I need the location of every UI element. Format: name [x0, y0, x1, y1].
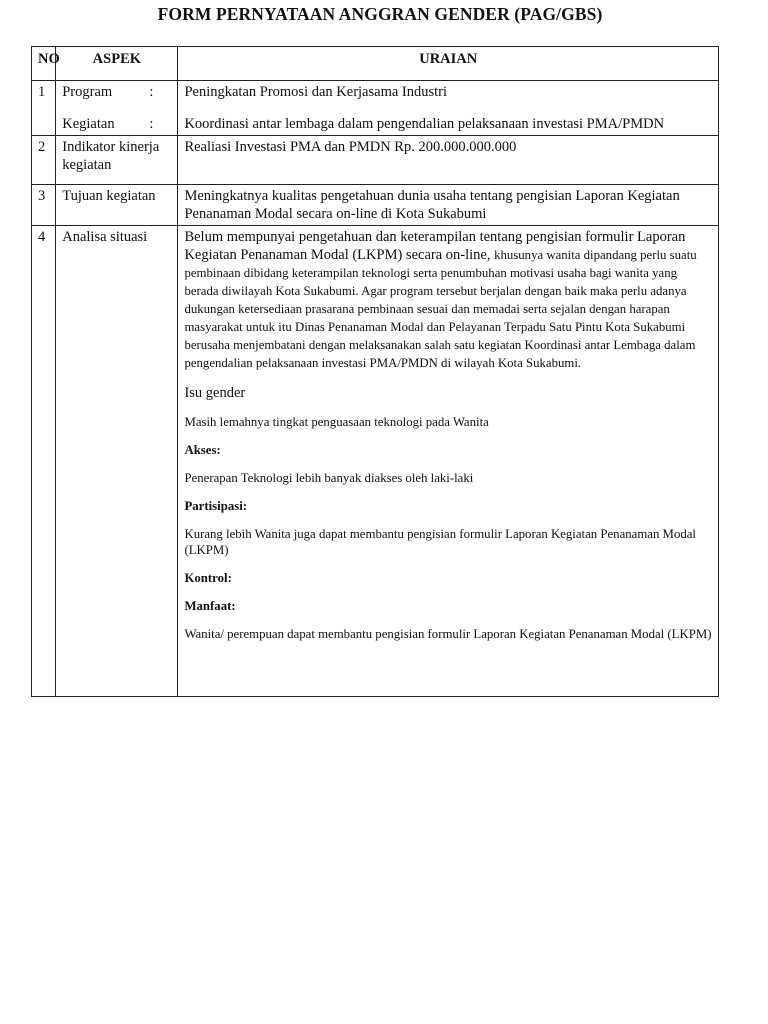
uraian-cell: Realiasi Investasi PMA dan PMDN Rp. 200.000.000.000 — [178, 136, 719, 185]
kontrol-label: Kontrol: — [184, 571, 232, 585]
aspek-program-label: Program — [62, 84, 113, 100]
spacer — [184, 614, 712, 626]
spacer — [184, 586, 712, 598]
spacer — [184, 458, 712, 470]
situation-intro: Belum mempunyai pengetahuan dan keterampilan tentang pengisian formulir Laporan Kegiatan Penanaman Modal (LKPM) secara on-line, — [184, 229, 686, 263]
spacer — [184, 402, 712, 414]
spacer — [184, 101, 712, 115]
header-aspek: ASPEK — [56, 47, 178, 81]
spacer — [184, 514, 712, 526]
kegiatan-value: Koordinasi antar lembaga dalam pengendalian pelaksanaan investasi PMA/PMDN — [184, 116, 665, 132]
table-header-row — [32, 47, 719, 81]
row-number: 3 — [32, 185, 56, 226]
uraian-cell — [178, 81, 719, 136]
manfaat-text: Wanita/ perempuan dapat membantu pengisian formulir Laporan Kegiatan Penanaman Modal (LKPM) — [184, 627, 712, 641]
aspek-kegiatan-line — [62, 115, 171, 133]
isu-gender-text: Masih lemahnya tingkat penguasaan teknologi pada Wanita — [184, 415, 489, 429]
akses-label: Akses: — [184, 443, 221, 457]
isu-gender-label: Isu gender — [184, 385, 246, 401]
situation-detail: khusunya wanita dipandang perlu suatu pembinaan dibidang keterampilan teknologi serta penumbuhan motivasi usaha bagi wanita yang berada diwilayah Kota Sukabumi. Agar program tersebut berjalan dengan baik maka perlu adanya dukungan ketersediaan prasarana pembinaan sesuai dan memadai serta sejalan dengan harapan masyarakat untuk itu Dinas Penanaman Modal dan Pelayanan Terpadu Satu Pintu Kota Sukabumi berusaha menjembatani dengan melaksanakan salah satu kegiatan Koordinasi antar Lembaga dalam pengendalian pelaksanaan investasi PMA/PMDN di wilayah Kota Sukabumi. — [184, 248, 697, 370]
aspek-kegiatan-label: Kegiatan — [62, 116, 115, 132]
akses-text: Penerapan Teknologi lebih banyak diakses oleh laki-laki — [184, 471, 474, 485]
spacer — [184, 558, 712, 570]
gender-budget-form-table — [31, 46, 719, 697]
uraian-cell: Meningkatnya kualitas pengetahuan dunia usaha tentang pengisian Laporan Kegiatan Penanaman Modal secara on-line di Kota Sukabumi — [178, 185, 719, 226]
colon-separator: : — [149, 84, 154, 100]
table-row — [32, 136, 719, 185]
aspek-cell: Tujuan kegiatan — [56, 185, 178, 226]
spacer — [62, 101, 171, 115]
situation-analysis-text — [184, 228, 712, 372]
program-value: Peningkatan Promosi dan Kerjasama Industri — [184, 84, 448, 100]
colon-separator: : — [149, 116, 154, 132]
aspek-program-line — [62, 83, 171, 101]
table-row — [32, 185, 719, 226]
spacer — [184, 372, 712, 384]
row-number: 4 — [32, 226, 56, 697]
table-row — [32, 81, 719, 136]
form-title: FORM PERNYATAAN ANGGRAN GENDER (PAG/GBS) — [157, 4, 603, 24]
table-row — [32, 226, 719, 697]
uraian-cell — [178, 226, 719, 697]
row-number: 2 — [32, 136, 56, 185]
partisipasi-label: Partisipasi: — [184, 499, 248, 513]
aspek-cell: Analisa situasi — [56, 226, 178, 697]
row-number: 1 — [32, 81, 56, 136]
partisipasi-text: Kurang lebih Wanita juga dapat membantu pengisian formulir Laporan Kegiatan Penanaman Modal (LKPM) — [184, 527, 696, 557]
header-no: NO — [32, 47, 56, 81]
aspek-cell: Indikator kinerja kegiatan — [56, 136, 178, 185]
spacer — [184, 430, 712, 442]
spacer — [184, 486, 712, 498]
header-uraian: URAIAN — [178, 47, 719, 81]
aspek-cell — [56, 81, 178, 136]
manfaat-label: Manfaat: — [184, 599, 236, 613]
